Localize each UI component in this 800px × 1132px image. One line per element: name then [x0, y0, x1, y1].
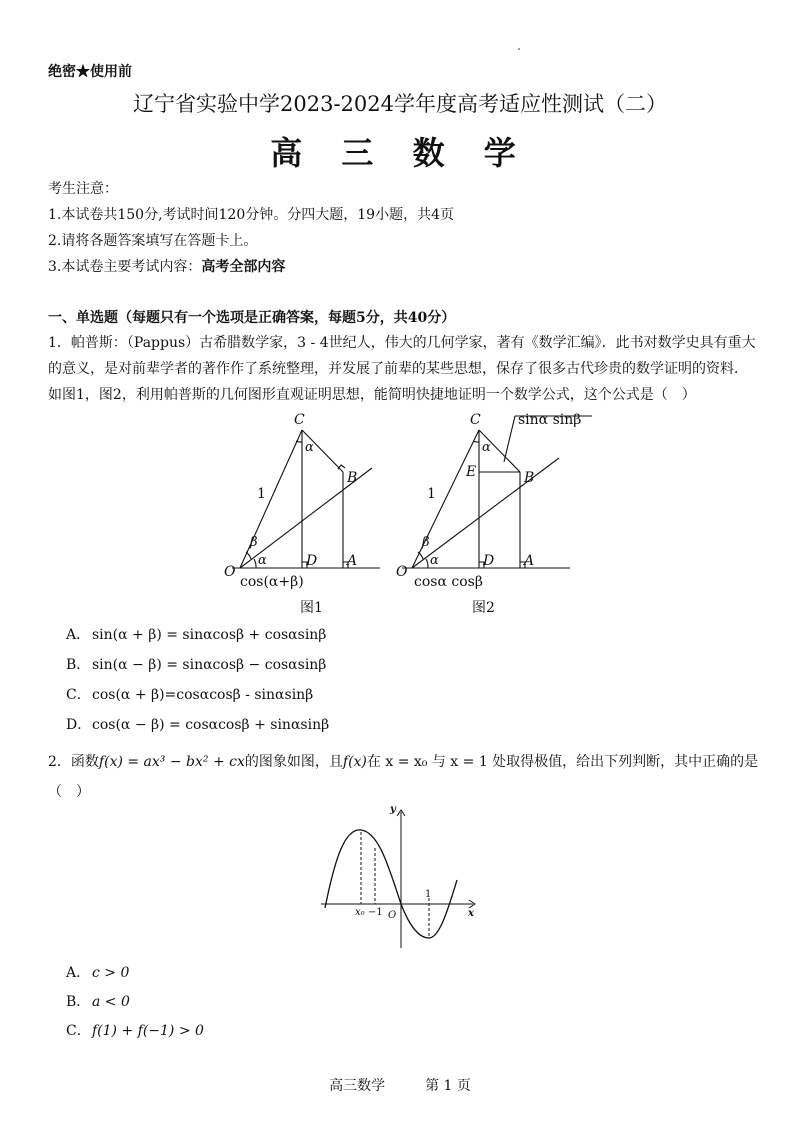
fig2-angle-beta: [418, 552, 423, 559]
q1-option-b: [66, 654, 326, 674]
q2-condition: 在 x = x₀ 与 x = 1 处取得极值，给出下列判断，其中正确的是: [366, 754, 759, 770]
option-text: a < 0: [92, 994, 130, 1010]
fig2-label-c: C: [470, 412, 481, 428]
x-label: x: [468, 908, 474, 919]
fig2-ray: [412, 458, 559, 568]
subject-title: 高 三 数 学: [270, 134, 530, 172]
fig2-label-d: D: [483, 553, 495, 569]
fig2-angle-c: [473, 441, 479, 442]
cubic-graph: [313, 798, 483, 958]
fig1-angle-beta: [246, 552, 251, 559]
fig1-right-angle-b: [338, 465, 345, 469]
q1-option-d: [66, 714, 329, 734]
fig1-label-beta: β: [250, 535, 258, 550]
option-label: A．: [66, 965, 91, 981]
one-label: 1: [425, 889, 432, 900]
fig2-label-bottom: cosα cosβ: [414, 574, 483, 590]
fig1-label-o: O: [224, 564, 236, 580]
fig1-label-d: D: [306, 553, 318, 569]
q2-option-c: [66, 1020, 204, 1040]
option-text: f(1) + f(−1) > 0: [92, 1023, 204, 1039]
y-label: y: [390, 804, 396, 815]
note-item-text: 3.本试卷主要考试内容：: [48, 259, 202, 275]
q2-option-b: [66, 991, 130, 1011]
fig1-label-bottom: cos(α+β): [240, 574, 304, 590]
q2-option-a: [66, 962, 129, 982]
note-item: [48, 256, 285, 276]
q1-option-a: [66, 624, 326, 644]
fig2-label-one: 1: [427, 486, 436, 502]
fig1-label-b: B: [347, 470, 358, 486]
option-label: B．: [66, 994, 91, 1010]
q2-paren: （ ）: [48, 784, 90, 800]
scan-dot: [518, 48, 520, 50]
q1-option-c: [66, 684, 313, 704]
fig1-label-one: 1: [257, 486, 266, 502]
fig2-angle-alpha: [426, 559, 428, 568]
secret-label: 绝密★使用前: [48, 64, 132, 80]
note-item: 2.请将各题答案填写在答题卡上。: [48, 233, 258, 249]
option-label: C．: [66, 687, 91, 703]
q2-fx: f(x): [342, 754, 367, 770]
pappus-figures: [222, 408, 602, 618]
page-footer: [0, 1075, 800, 1095]
fig1-label-alpha: α: [258, 553, 267, 568]
option-label: C．: [66, 1023, 91, 1039]
note-item-bold: 高考全部内容: [201, 259, 286, 275]
fig2-label-o: O: [396, 564, 408, 580]
note-item: 1.本试卷共150分,考试时间120分钟。分四大题，19小题，共4页: [48, 207, 454, 223]
fig2-pointer: [504, 416, 515, 462]
m1-label: −1: [368, 907, 383, 918]
fig1-angle-c: [296, 441, 302, 442]
fig1-caption: 图1: [300, 600, 323, 616]
option-text: sin(α − β) = sinαcosβ − cosαsinβ: [92, 657, 327, 673]
q2-function: f(x) = ax³ − bx² + cx: [98, 754, 245, 770]
option-label: A．: [66, 627, 91, 643]
q2-mid: 的图象如图，且: [244, 754, 343, 770]
fig2-label-beta: β: [422, 535, 430, 550]
fig2-label-alpha: α: [430, 553, 439, 568]
fig1-label-c: C: [294, 412, 305, 428]
exam-title: 辽宁省实验中学2023-2024学年度高考适应性测试（二）: [133, 92, 667, 116]
fig2-label-alpha-top: α: [482, 440, 491, 455]
fig2-label-top: sinα sinβ: [518, 412, 582, 428]
notes-title: 考生注意：: [48, 181, 118, 197]
fig2-label-a: A: [524, 553, 535, 569]
footer-page: 第 1 页: [425, 1078, 471, 1094]
fig1-label-alpha-top: α: [305, 440, 314, 455]
x0-label: x₀: [355, 907, 365, 918]
footer-subject: 高三数学: [329, 1078, 386, 1094]
q2-prefix: 2．函数: [48, 754, 99, 770]
fig1-label-a: A: [347, 553, 358, 569]
fig2-label-b: B: [524, 470, 535, 486]
option-text: cos(α + β)=cosαcosβ - sinαsinβ: [92, 687, 314, 703]
option-text: sin(α + β) = sinαcosβ + cosαsinβ: [92, 627, 327, 643]
section-title: 一、单选题（每题只有一个选项是正确答案，每题5分，共40分）: [48, 310, 456, 326]
fig2-caption: 图2: [472, 600, 495, 616]
option-text: c > 0: [92, 965, 130, 981]
cubic-curve: [325, 830, 457, 938]
question-1-text: 1．帕普斯：（Pappus）古希腊数学家，3 - 4世纪人，伟大的几何学家，著有《数学汇编》．此书对数学史具有重大的意义，是对前辈学者的著作作了系统整理，并发展了前辈的某些思想，保存了很多古代珍贵的数学证明的资料．如图1，图2，利用帕普斯的几何图形直观证明思想，能简明快捷地证明一个数学公式，这个公式是（ ）: [48, 335, 756, 403]
fig1-angle-alpha: [254, 559, 256, 568]
origin-label: O: [388, 910, 397, 921]
option-text: cos(α − β) = cosαcosβ + sinαsinβ: [92, 717, 330, 733]
option-label: B．: [66, 657, 91, 673]
option-label: D．: [66, 717, 92, 733]
fig2-label-e: E: [466, 464, 477, 480]
